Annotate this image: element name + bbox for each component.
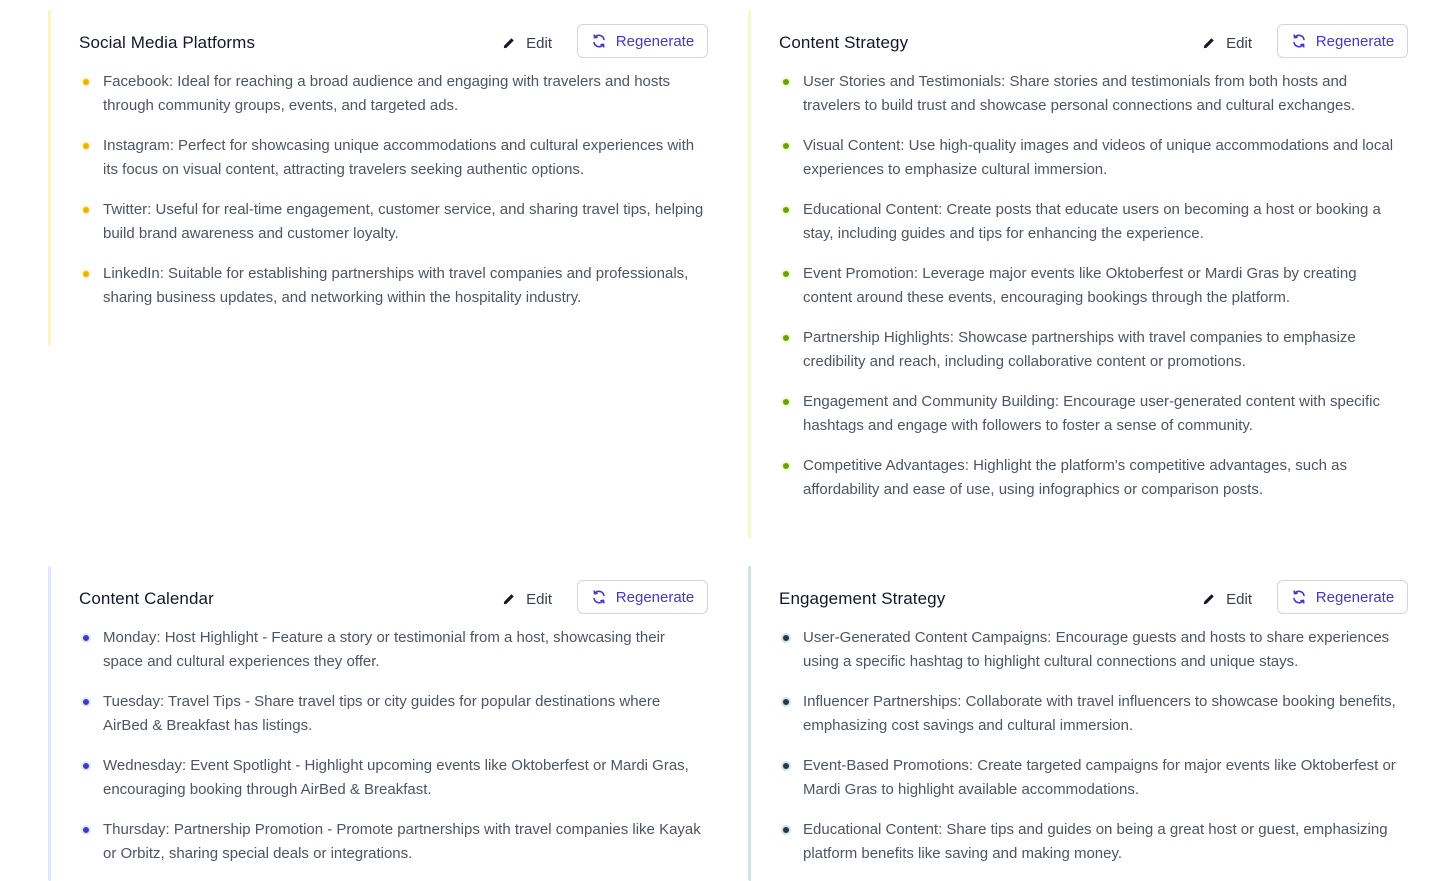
list-item [779, 70, 1408, 118]
card-title: Content Strategy [779, 33, 909, 52]
bullet-dot-icon [781, 141, 791, 151]
card-title: Engagement Strategy [779, 589, 946, 608]
list-item-text: LinkedIn: Suitable for establishing partnerships with travel companies and professionals, sharing business updates, and networking within the hospitality industry. [103, 265, 689, 306]
list-item [779, 454, 1408, 502]
list-item-text: Event Promotion: Leverage major events like Oktoberfest or Mardi Gras by creating content around these events, encouraging bookings through the platform. [803, 265, 1357, 306]
list-item [779, 690, 1408, 738]
regenerate-label: Regenerate [615, 588, 695, 606]
bullet-dot-icon [781, 397, 791, 407]
regenerate-button[interactable] [577, 580, 708, 614]
card-content-calendar [48, 566, 708, 881]
list-item-text: Twitter: Useful for real-time engagement, customer service, and sharing travel tips, helping build brand awareness and customer loyalty. [103, 201, 704, 242]
list-item-text: Monday: Host Highlight - Feature a story or testimonial from a host, showcasing their space and cultural experiences they offer. [103, 629, 665, 670]
pencil-icon [502, 36, 516, 50]
bullet-dot-icon [81, 269, 91, 279]
edit-label: Edit [526, 34, 552, 52]
edit-label: Edit [526, 590, 552, 608]
list-item [79, 70, 708, 118]
list-item-text: Instagram: Perfect for showcasing unique accommodations and cultural experiences with its focus on visual content, attracting travelers seeking authentic options. [103, 137, 695, 178]
list-item [79, 134, 708, 182]
list-item-text: Facebook: Ideal for reaching a broad audience and engaging with travelers and hosts through community groups, events, and targeted ads. [103, 73, 671, 114]
list-item [79, 626, 708, 674]
regenerate-button[interactable] [577, 24, 708, 58]
card-engagement-strategy [748, 566, 1408, 881]
list-item [79, 262, 708, 310]
list-item [779, 326, 1408, 374]
bullet-dot-icon [81, 77, 91, 87]
list-item [79, 754, 708, 802]
list-item-text: Engagement and Community Building: Encourage user-generated content with specific hashtags and engage with followers to foster a sense of community. [803, 393, 1381, 434]
list-item [779, 754, 1408, 802]
bullet-dot-icon [781, 633, 791, 643]
list-item-text: Tuesday: Travel Tips - Share travel tips or city guides for popular destinations where AirBed & Breakfast has listings. [103, 693, 661, 734]
edit-label: Edit [1226, 590, 1252, 608]
list-item-text: Thursday: Partnership Promotion - Promote partnerships with travel companies like Kayak or Orbitz, sharing special deals or integrations. [103, 821, 701, 862]
list-item-text: User-Generated Content Campaigns: Encourage guests and hosts to share experiences using a specific hashtag to highlight cultural connections and unique stays. [803, 629, 1390, 670]
bullet-dot-icon [781, 205, 791, 215]
regenerate-label: Regenerate [1315, 588, 1395, 606]
list-item [779, 390, 1408, 438]
card-header [779, 10, 1408, 70]
bullet-dot-icon [781, 77, 791, 87]
edit-label: Edit [1226, 34, 1252, 52]
pencil-icon [1202, 36, 1216, 50]
list-item [79, 818, 708, 866]
list-item-text: Wednesday: Event Spotlight - Highlight upcoming events like Oktoberfest or Mardi Gras, encouraging booking through AirBed & Breakfast. [103, 757, 689, 798]
pencil-icon [502, 592, 516, 606]
list-item [779, 198, 1408, 246]
card-header [79, 566, 708, 626]
bullet-dot-icon [781, 761, 791, 771]
list-item [779, 626, 1408, 674]
list-item-text: Competitive Advantages: Highlight the platform's competitive advantages, such as affordability and ease of use, using infographics or comparison posts. [803, 457, 1347, 498]
list-item [779, 818, 1408, 866]
list-item [779, 262, 1408, 310]
bullet-dot-icon [781, 697, 791, 707]
item-list [79, 70, 708, 310]
card-social-media-platforms [48, 10, 708, 346]
list-item [79, 690, 708, 738]
item-list [779, 626, 1408, 866]
refresh-icon [1291, 589, 1307, 605]
refresh-icon [591, 33, 607, 49]
edit-button[interactable] [502, 32, 552, 54]
pencil-icon [1202, 592, 1216, 606]
item-list [779, 70, 1408, 502]
regenerate-button[interactable] [1277, 580, 1408, 614]
regenerate-button[interactable] [1277, 24, 1408, 58]
bullet-dot-icon [781, 825, 791, 835]
bullet-dot-icon [81, 141, 91, 151]
list-item-text: Influencer Partnerships: Collaborate with travel influencers to showcase booking benefits, emphasizing cost savings and cultural immersion. [803, 693, 1396, 734]
list-item-text: Partnership Highlights: Showcase partnerships with travel companies to emphasize credibility and reach, including collaborative content or promotions. [803, 329, 1356, 370]
list-item-text: Visual Content: Use high-quality images and videos of unique accommodations and local experiences to emphasize cultural immersion. [803, 137, 1394, 178]
refresh-icon [591, 589, 607, 605]
edit-button[interactable] [502, 588, 552, 610]
bullet-dot-icon [81, 633, 91, 643]
card-header [779, 566, 1408, 626]
bullet-dot-icon [781, 269, 791, 279]
list-item-text: Educational Content: Create posts that educate users on becoming a host or booking a stay, including guides and tips for enhancing the experience. [803, 201, 1381, 242]
edit-button[interactable] [1202, 32, 1252, 54]
card-title: Content Calendar [79, 589, 214, 608]
bullet-dot-icon [781, 333, 791, 343]
refresh-icon [1291, 33, 1307, 49]
bullet-dot-icon [81, 205, 91, 215]
list-item-text: Educational Content: Share tips and guides on being a great host or guest, emphasizing platform benefits like saving and making money. [803, 821, 1388, 862]
list-item-text: Event-Based Promotions: Create targeted campaigns for major events like Oktoberfest or Mardi Gras to highlight available accommodations. [803, 757, 1396, 798]
list-item-text: User Stories and Testimonials: Share stories and testimonials from both hosts and travelers to build trust and showcase personal connections and cultural exchanges. [803, 73, 1355, 114]
bullet-dot-icon [81, 761, 91, 771]
card-header [79, 10, 708, 70]
edit-button[interactable] [1202, 588, 1252, 610]
regenerate-label: Regenerate [615, 32, 695, 50]
card-content-strategy [748, 10, 1408, 538]
card-title: Social Media Platforms [79, 33, 256, 52]
list-item [779, 134, 1408, 182]
regenerate-label: Regenerate [1315, 32, 1395, 50]
bullet-dot-icon [781, 461, 791, 471]
list-item [79, 198, 708, 246]
item-list [79, 626, 708, 866]
bullet-dot-icon [81, 825, 91, 835]
bullet-dot-icon [81, 697, 91, 707]
